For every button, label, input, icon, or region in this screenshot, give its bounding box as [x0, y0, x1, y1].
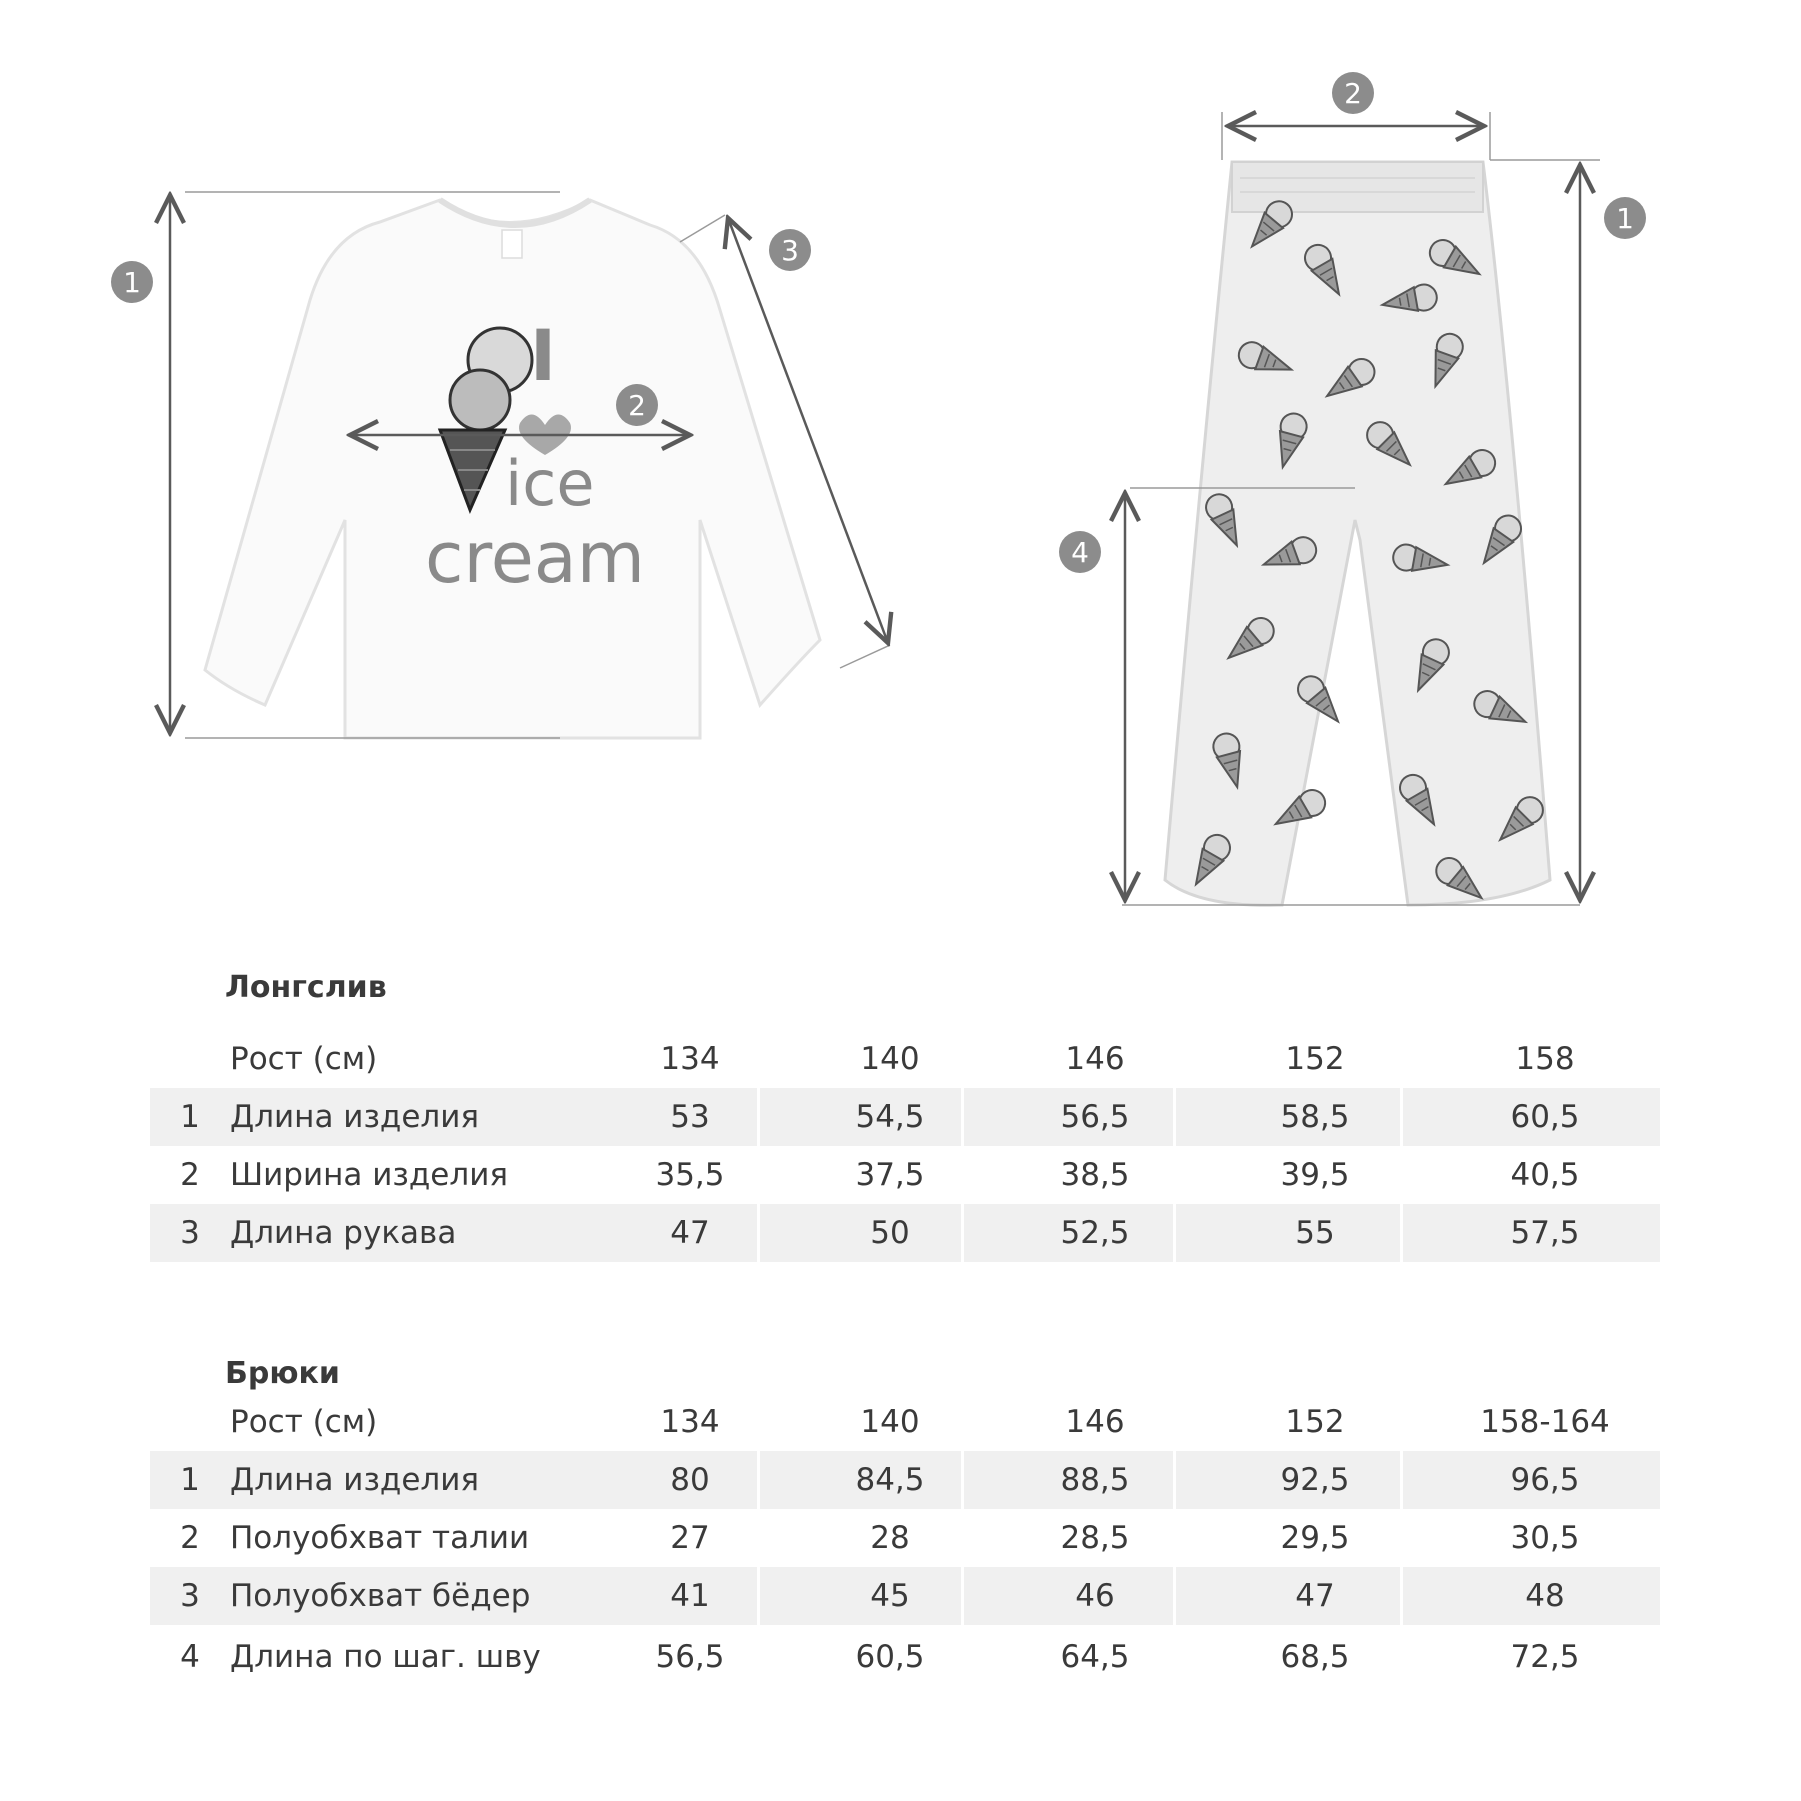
size-column-header: 158-164 — [1480, 1404, 1610, 1440]
row-number: 2 — [180, 1157, 200, 1193]
row-number: 2 — [180, 1520, 200, 1556]
table-row — [150, 1088, 1660, 1146]
table-row — [150, 1146, 1660, 1204]
table-cell: 50 — [870, 1215, 910, 1251]
shirt-badge-3 — [769, 229, 811, 271]
table-row — [150, 1451, 1660, 1509]
table-cell: 96,5 — [1510, 1462, 1580, 1498]
size-column-header: 134 — [660, 1404, 720, 1440]
table-cell: 56,5 — [1060, 1099, 1130, 1135]
row-label: Полуобхват бёдер — [230, 1578, 531, 1614]
table-cell: 37,5 — [855, 1157, 925, 1193]
size-column-header: 140 — [860, 1404, 920, 1440]
table-cell: 47 — [670, 1215, 710, 1251]
row-label: Длина по шаг. шву — [230, 1639, 541, 1675]
svg-text:1: 1 — [1616, 202, 1634, 235]
table-cell: 64,5 — [1060, 1639, 1130, 1675]
svg-text:2: 2 — [628, 389, 646, 422]
table-cell: 39,5 — [1280, 1157, 1350, 1193]
table-cell: 84,5 — [855, 1462, 925, 1498]
pants-badge-4 — [1059, 531, 1101, 573]
size-column-header: 146 — [1065, 1404, 1125, 1440]
table-cell: 57,5 — [1510, 1215, 1580, 1251]
svg-text:2: 2 — [1344, 77, 1362, 110]
table-cell: 45 — [870, 1578, 910, 1614]
table-cell: 40,5 — [1510, 1157, 1580, 1193]
shirt-badge-2 — [616, 384, 658, 426]
size-column-header: 152 — [1285, 1404, 1345, 1440]
table-title: Лонгслив — [225, 970, 387, 1005]
table-header-row — [150, 1030, 1660, 1088]
row-number: 3 — [180, 1215, 200, 1251]
table-cell: 72,5 — [1510, 1639, 1580, 1675]
header-label: Рост (см) — [230, 1041, 378, 1077]
row-label: Полуобхват талии — [230, 1520, 530, 1556]
table-cell: 56,5 — [655, 1639, 725, 1675]
print-text-cream: cream — [425, 517, 645, 599]
table-row — [150, 1204, 1660, 1262]
longsleeve-shirt — [205, 200, 820, 738]
pants-badge-1 — [1604, 197, 1646, 239]
table-cell: 68,5 — [1280, 1639, 1350, 1675]
size-column-header: 140 — [860, 1041, 920, 1077]
row-label: Длина изделия — [230, 1462, 480, 1498]
svg-text:1: 1 — [123, 266, 141, 299]
table-cell: 41 — [670, 1578, 710, 1614]
size-column-header: 158 — [1515, 1041, 1575, 1077]
table-header-row — [150, 1393, 1660, 1451]
table-cell: 55 — [1295, 1215, 1335, 1251]
table-cell: 54,5 — [855, 1099, 925, 1135]
pajama-pants — [1165, 162, 1550, 908]
table-row — [150, 1628, 1660, 1686]
table-row — [150, 1567, 1660, 1625]
table-cell: 92,5 — [1280, 1462, 1350, 1498]
table-cell: 80 — [670, 1462, 710, 1498]
print-text-i: I — [530, 315, 557, 397]
table-cell: 88,5 — [1060, 1462, 1130, 1498]
size-column-header: 146 — [1065, 1041, 1125, 1077]
svg-text:4: 4 — [1071, 536, 1089, 569]
table-row — [150, 1509, 1660, 1567]
table-cell: 46 — [1075, 1578, 1115, 1614]
table-cell: 48 — [1525, 1578, 1565, 1614]
row-label: Длина рукава — [230, 1215, 457, 1251]
pants-badge-2 — [1332, 72, 1374, 114]
row-label: Длина изделия — [230, 1099, 480, 1135]
table-cell: 28 — [870, 1520, 910, 1556]
table-cell: 53 — [670, 1099, 710, 1135]
row-number: 3 — [180, 1578, 200, 1614]
svg-text:3: 3 — [781, 234, 799, 267]
print-text-ice: ice — [505, 447, 595, 520]
table-cell: 35,5 — [655, 1157, 725, 1193]
size-column-header: 134 — [660, 1041, 720, 1077]
table-cell: 60,5 — [1510, 1099, 1580, 1135]
table-cell: 27 — [670, 1520, 710, 1556]
table-cell: 60,5 — [855, 1639, 925, 1675]
table-cell: 47 — [1295, 1578, 1335, 1614]
row-number: 4 — [180, 1639, 200, 1675]
row-label: Ширина изделия — [230, 1157, 508, 1193]
table-cell: 38,5 — [1060, 1157, 1130, 1193]
size-column-header: 152 — [1285, 1041, 1345, 1077]
shirt-badge-1 — [111, 261, 153, 303]
table-cell: 52,5 — [1060, 1215, 1130, 1251]
row-number: 1 — [180, 1099, 200, 1135]
header-label: Рост (см) — [230, 1404, 378, 1440]
table-cell: 29,5 — [1280, 1520, 1350, 1556]
table-title: Брюки — [225, 1356, 340, 1391]
table-cell: 58,5 — [1280, 1099, 1350, 1135]
table-cell: 30,5 — [1510, 1520, 1580, 1556]
table-cell: 28,5 — [1060, 1520, 1130, 1556]
row-number: 1 — [180, 1462, 200, 1498]
